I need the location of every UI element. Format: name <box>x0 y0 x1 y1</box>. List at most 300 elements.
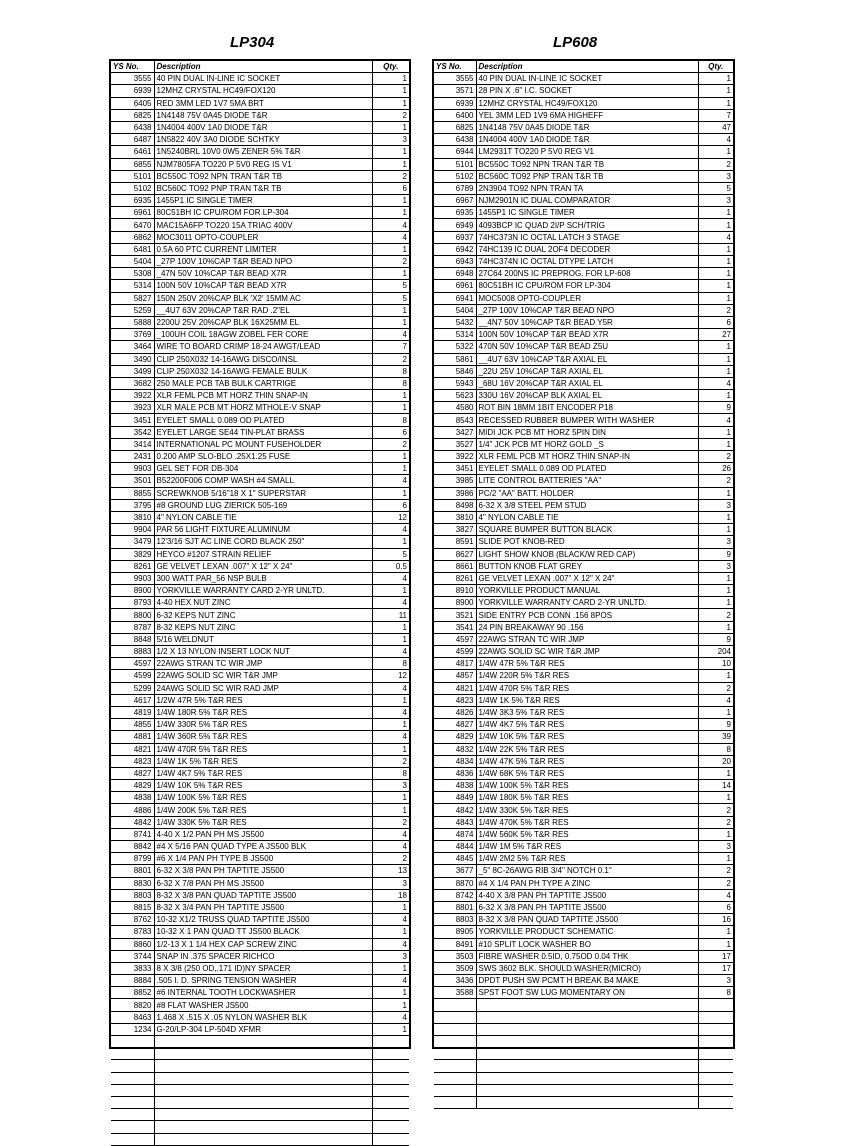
table-row <box>111 536 409 548</box>
table-row <box>111 987 409 999</box>
qty-cell: 1 <box>698 585 733 597</box>
description-cell: CLIP 250X032 14-16AWG DISCO/INSL <box>154 353 372 365</box>
ys-number-cell: 8855 <box>111 487 154 499</box>
left-table-title: LP304 <box>230 34 275 51</box>
ys-number-cell: 3833 <box>111 962 154 974</box>
empty-table-row <box>111 1133 409 1145</box>
ys-number-cell: 8463 <box>111 1011 154 1023</box>
description-cell: 1/4W 10K 5% T&R RES <box>154 780 372 792</box>
ys-number-cell: 3795 <box>111 499 154 511</box>
table-row <box>434 865 733 877</box>
description-cell: WIRE TO BOARD CRIMP 18-24 AWGT/LEAD <box>154 341 372 353</box>
table-row <box>111 767 409 779</box>
ys-number-cell: 6405 <box>111 97 154 109</box>
table-row <box>434 292 733 304</box>
table-row <box>434 280 733 292</box>
qty-cell: 3 <box>698 170 733 182</box>
ys-number-cell: 3985 <box>434 475 476 487</box>
description-cell: 8-32 X 3/4 PAN PH TAPTITE JS500 <box>154 901 372 913</box>
qty-cell: 3 <box>372 780 409 792</box>
description-cell: FIBRE WASHER 0.5ID, 0.75OD 0.04 THK <box>476 950 698 962</box>
description-cell: 1/4W 100K 5% T&R RES <box>154 792 372 804</box>
table-row <box>111 353 409 365</box>
ys-number-cell: 3588 <box>434 987 476 999</box>
ys-number-cell: 3427 <box>434 426 476 438</box>
description-cell: LITE CONTROL BATTERIES "AA" <box>476 475 698 487</box>
qty-cell: 1 <box>698 767 733 779</box>
ys-number-cell: 3479 <box>111 536 154 548</box>
qty-cell: 4 <box>372 572 409 584</box>
ys-number-cell: 8793 <box>111 597 154 609</box>
ys-number-cell: 3810 <box>111 511 154 523</box>
ys-number-cell: 5943 <box>434 377 476 389</box>
description-cell: 4-40 HEX NUT ZINC <box>154 597 372 609</box>
table-row <box>434 195 733 207</box>
table-row <box>434 207 733 219</box>
table-row <box>111 182 409 194</box>
table-row <box>434 97 733 109</box>
qty-cell: 2 <box>698 804 733 816</box>
empty-table-row <box>434 1096 733 1108</box>
description-cell: __4U7 63V 20%CAP T&R RAD .2"EL <box>154 304 372 316</box>
table-row <box>434 767 733 779</box>
ys-number-cell: 3521 <box>434 609 476 621</box>
qty-cell: 2 <box>698 865 733 877</box>
ys-number-cell: 6862 <box>111 231 154 243</box>
qty-cell: 2 <box>698 451 733 463</box>
ys-number-cell: 4881 <box>111 731 154 743</box>
table-row <box>434 170 733 182</box>
description-cell: 40 PIN DUAL IN-LINE IC SOCKET <box>154 73 372 85</box>
empty-table-row <box>111 1060 409 1072</box>
qty-cell: 12 <box>372 511 409 523</box>
ys-number-cell: 6438 <box>111 121 154 133</box>
empty-cell <box>698 1023 733 1035</box>
ys-number-cell: 3682 <box>111 377 154 389</box>
qty-cell: 4 <box>372 938 409 950</box>
qty-cell: 1 <box>372 743 409 755</box>
qty-cell: 18 <box>372 889 409 901</box>
ys-number-cell: 3542 <box>111 426 154 438</box>
empty-cell <box>154 1072 372 1084</box>
header-description: Description <box>154 61 372 73</box>
ys-number-cell: 3503 <box>434 950 476 962</box>
qty-cell: 8 <box>372 365 409 377</box>
qty-cell: 2 <box>698 877 733 889</box>
description-cell: 22AWG SOLID SC WIR T&R JMP <box>476 646 698 658</box>
ys-number-cell: 8830 <box>111 877 154 889</box>
header-qty: Qty. <box>698 61 733 73</box>
empty-cell <box>154 1133 372 1145</box>
ys-number-cell: 5308 <box>111 268 154 280</box>
table-row <box>434 109 733 121</box>
empty-table-row <box>434 1036 733 1048</box>
qty-cell: 16 <box>698 914 733 926</box>
ys-number-cell: 8910 <box>434 585 476 597</box>
table-row <box>111 804 409 816</box>
description-cell: 4093BCP IC QUAD 2I/P SCH/TRIG <box>476 219 698 231</box>
qty-cell: 1 <box>698 438 733 450</box>
empty-cell <box>434 999 476 1011</box>
description-cell: PC/2 "AA" BATT. HOLDER <box>476 487 698 499</box>
table-row <box>111 621 409 633</box>
table-row <box>434 755 733 767</box>
qty-cell: 1 <box>698 853 733 865</box>
ys-number-cell: 4842 <box>434 804 476 816</box>
qty-cell: 1 <box>372 536 409 548</box>
ys-number-cell: 6939 <box>111 85 154 97</box>
description-cell: 1/4W 1K 5% T&R RES <box>154 755 372 767</box>
table-row <box>434 377 733 389</box>
table-row <box>111 755 409 767</box>
qty-cell: 2 <box>698 682 733 694</box>
qty-cell: 3 <box>698 975 733 987</box>
description-cell: 1/4W 47K 5% T&R RES <box>476 755 698 767</box>
qty-cell: 5 <box>372 548 409 560</box>
table-row <box>111 743 409 755</box>
description-cell: 74HC139 IC DUAL 2OF4 DECODER <box>476 243 698 255</box>
qty-cell: 5 <box>698 182 733 194</box>
ys-number-cell: 6942 <box>434 243 476 255</box>
table-row <box>434 572 733 584</box>
ys-number-cell: 8815 <box>111 901 154 913</box>
qty-cell: 6 <box>372 426 409 438</box>
empty-table-row <box>111 1096 409 1108</box>
description-cell: 1455P1 IC SINGLE TIMER <box>154 195 372 207</box>
ys-number-cell: 8491 <box>434 938 476 950</box>
qty-cell: 1 <box>698 85 733 97</box>
empty-cell <box>476 1023 698 1035</box>
ys-number-cell: 8742 <box>434 889 476 901</box>
table-row <box>434 938 733 950</box>
empty-cell <box>476 1048 698 1060</box>
table-row <box>111 97 409 109</box>
empty-cell <box>154 1048 372 1060</box>
table-body <box>111 73 409 1146</box>
ys-number-cell: 8820 <box>111 999 154 1011</box>
ys-number-cell: 4849 <box>434 792 476 804</box>
ys-number-cell: 8799 <box>111 853 154 865</box>
qty-cell: 1 <box>372 987 409 999</box>
description-cell: 4-40 X 3/8 PAN PH TAPTITE JS500 <box>476 889 698 901</box>
table-row <box>111 609 409 621</box>
qty-cell: 3 <box>372 950 409 962</box>
table-row <box>434 256 733 268</box>
ys-number-cell: 3769 <box>111 329 154 341</box>
ys-number-cell: 8661 <box>434 560 476 572</box>
ys-number-cell: 4836 <box>434 767 476 779</box>
table-row <box>434 426 733 438</box>
table-row <box>434 804 733 816</box>
description-cell: 40 PIN DUAL IN-LINE IC SOCKET <box>476 73 698 85</box>
qty-cell: 1 <box>698 207 733 219</box>
table-row <box>434 304 733 316</box>
ys-number-cell: 4832 <box>434 743 476 755</box>
description-cell: #4 X 5/16 PAN QUAD TYPE A JS500 BLK <box>154 841 372 853</box>
table-row <box>111 170 409 182</box>
parts-table-lp304 <box>109 59 411 1049</box>
ys-number-cell: 4823 <box>434 694 476 706</box>
table-row <box>434 158 733 170</box>
qty-cell: 2 <box>372 170 409 182</box>
empty-cell <box>372 1096 409 1108</box>
ys-number-cell: 4821 <box>111 743 154 755</box>
qty-cell: 4 <box>698 414 733 426</box>
right-table-title: LP608 <box>553 34 598 51</box>
qty-cell: 3 <box>698 195 733 207</box>
table-row <box>434 962 733 974</box>
description-cell: 10-32 X1/2 TRUSS QUAD TAPTITE JS500 <box>154 914 372 926</box>
description-cell: 100N 50V 10%CAP T&R BEAD X7R <box>476 329 698 341</box>
description-cell: 1/4" JCK PCB MT HORZ GOLD _S <box>476 438 698 450</box>
description-cell: 1/2W 47R 5% T&R RES <box>154 694 372 706</box>
ys-number-cell: 8883 <box>111 646 154 658</box>
description-cell: ROT BIN 18MM 1BIT ENCODER P18 <box>476 402 698 414</box>
description-cell: 4" NYLON CABLE TIE <box>154 511 372 523</box>
ys-number-cell: 3555 <box>111 73 154 85</box>
qty-cell: 4 <box>372 1011 409 1023</box>
ys-number-cell: 4886 <box>111 804 154 816</box>
qty-cell: 1 <box>372 121 409 133</box>
table-row <box>111 780 409 792</box>
qty-cell: 3 <box>372 134 409 146</box>
description-cell: 6-32 KEPS NUT ZINC <box>154 609 372 621</box>
qty-cell: 1 <box>372 195 409 207</box>
ys-number-cell: 4829 <box>111 780 154 792</box>
qty-cell: 4 <box>372 975 409 987</box>
ys-number-cell: 8627 <box>434 548 476 560</box>
description-cell: HEYCO #1207 STRAIN RELIEF <box>154 548 372 560</box>
empty-cell <box>698 1060 733 1072</box>
table-row <box>111 719 409 731</box>
empty-cell <box>372 1133 409 1145</box>
empty-cell <box>111 1096 154 1108</box>
ys-number-cell: 3499 <box>111 365 154 377</box>
description-cell: 1/4W 3K3 5% T&R RES <box>476 706 698 718</box>
ys-number-cell: 6941 <box>434 292 476 304</box>
description-cell: BC550C TO92 NPN TRAN T&R TB <box>154 170 372 182</box>
qty-cell: 4 <box>372 646 409 658</box>
table-row <box>434 658 733 670</box>
qty-cell: 1 <box>372 463 409 475</box>
empty-cell <box>476 1072 698 1084</box>
ys-number-cell: 8800 <box>111 609 154 621</box>
empty-table-row <box>434 1084 733 1096</box>
description-cell: #6 INTERNAL TOOTH LOCKWASHER <box>154 987 372 999</box>
description-cell: EYELET SMALL 0.089 OD PLATED <box>476 463 698 475</box>
qty-cell: 1 <box>698 390 733 402</box>
empty-table-row <box>111 1072 409 1084</box>
qty-cell: 1 <box>372 999 409 1011</box>
qty-cell: 14 <box>698 780 733 792</box>
table-row <box>434 682 733 694</box>
table-row <box>111 475 409 487</box>
qty-cell: 1 <box>698 524 733 536</box>
empty-cell <box>476 1096 698 1108</box>
description-cell: _5" 8C-26AWG RIB 3/4" NOTCH 0.1" <box>476 865 698 877</box>
table-row <box>111 280 409 292</box>
header-ys-no: YS No. <box>111 61 154 73</box>
table-row <box>434 402 733 414</box>
description-cell: RED 3MM LED 1V7 5MA BRT <box>154 97 372 109</box>
table-row <box>434 182 733 194</box>
qty-cell: 1 <box>372 158 409 170</box>
table-row <box>434 670 733 682</box>
empty-table-row <box>111 1036 409 1048</box>
qty-cell: 8 <box>372 658 409 670</box>
description-cell: __4U7 63V 10%CAP T&R AXIAL EL <box>476 353 698 365</box>
table-row <box>434 743 733 755</box>
description-cell: 2200U 25V 20%CAP BLK 16X25MM EL <box>154 316 372 328</box>
qty-cell: 2 <box>698 475 733 487</box>
ys-number-cell: 3451 <box>434 463 476 475</box>
empty-cell <box>434 1072 476 1084</box>
description-cell: 250 MALE PCB TAB BULK CARTRIGE <box>154 377 372 389</box>
description-cell: GE VELVET LEXAN .007" X 12" X 24" <box>476 572 698 584</box>
empty-cell <box>434 1084 476 1096</box>
empty-cell <box>372 1084 409 1096</box>
qty-cell: 1 <box>698 487 733 499</box>
ys-number-cell: 6461 <box>111 146 154 158</box>
table-row <box>434 353 733 365</box>
description-cell: 80C51BH IC CPU/ROM FOR LP-304 <box>476 280 698 292</box>
qty-cell: 1 <box>698 426 733 438</box>
table-row <box>111 1023 409 1035</box>
empty-cell <box>698 999 733 1011</box>
description-cell: 24 PIN BREAKAWAY 90 .156 <box>476 621 698 633</box>
table-row <box>434 219 733 231</box>
empty-cell <box>434 1060 476 1072</box>
qty-cell: 4 <box>372 828 409 840</box>
ys-number-cell: 3464 <box>111 341 154 353</box>
qty-cell: 3 <box>698 841 733 853</box>
ys-number-cell: 4817 <box>434 658 476 670</box>
ys-number-cell: 6438 <box>434 134 476 146</box>
qty-cell: 9 <box>698 548 733 560</box>
qty-cell: 1 <box>372 97 409 109</box>
ys-number-cell: 6967 <box>434 195 476 207</box>
description-cell: B52200F006 COMP WASH #4 SMALL <box>154 475 372 487</box>
ys-number-cell: 3922 <box>111 390 154 402</box>
table-row <box>111 524 409 536</box>
ys-number-cell: 6481 <box>111 243 154 255</box>
table-row <box>434 950 733 962</box>
table-row <box>111 426 409 438</box>
description-cell: 8-32 KEPS NUT ZINC <box>154 621 372 633</box>
table-row <box>111 85 409 97</box>
table-row <box>111 792 409 804</box>
table-row <box>111 633 409 645</box>
table-row <box>111 926 409 938</box>
qty-cell: 1 <box>372 146 409 158</box>
ys-number-cell: 6400 <box>434 109 476 121</box>
empty-cell <box>698 1096 733 1108</box>
qty-cell: 9 <box>698 402 733 414</box>
table-row <box>434 487 733 499</box>
ys-number-cell: 5846 <box>434 365 476 377</box>
table-row <box>434 499 733 511</box>
description-cell: 22AWG STRAN TC WIR JMP <box>154 658 372 670</box>
table-row <box>111 694 409 706</box>
qty-cell: 20 <box>698 755 733 767</box>
qty-cell: 1 <box>372 487 409 499</box>
ys-number-cell: 4842 <box>111 816 154 828</box>
empty-cell <box>434 1036 476 1048</box>
qty-cell: 8 <box>372 767 409 779</box>
qty-cell: 1 <box>698 365 733 377</box>
qty-cell: 4 <box>372 731 409 743</box>
qty-cell: 4 <box>372 706 409 718</box>
table-row <box>434 975 733 987</box>
ys-number-cell: 4855 <box>111 719 154 731</box>
description-cell: 4-40 X 1/2 PAN PH MS JS500 <box>154 828 372 840</box>
ys-number-cell: 8848 <box>111 633 154 645</box>
description-cell: 1/4W 68K 5% T&R RES <box>476 767 698 779</box>
qty-cell: 4 <box>372 219 409 231</box>
table-row <box>111 706 409 718</box>
table-row <box>434 146 733 158</box>
empty-table-row <box>111 1048 409 1060</box>
ys-number-cell: 8842 <box>111 841 154 853</box>
description-cell: 1/4W 470R 5% T&R RES <box>154 743 372 755</box>
description-cell: NJM7805FA TO220 P 5V0 REG IS V1 <box>154 158 372 170</box>
ys-number-cell: 8900 <box>111 585 154 597</box>
table-row <box>111 853 409 865</box>
description-cell: #8 FLAT WASHER JS500 <box>154 999 372 1011</box>
qty-cell: 1 <box>698 243 733 255</box>
empty-table-row <box>111 1109 409 1121</box>
ys-number-cell: 3744 <box>111 950 154 962</box>
table-row <box>111 499 409 511</box>
table-row <box>111 841 409 853</box>
empty-cell <box>111 1072 154 1084</box>
table-row <box>111 877 409 889</box>
table-row <box>434 780 733 792</box>
description-cell: GEL SET FOR DB-304 <box>154 463 372 475</box>
description-cell: MOC3011 OPTO-COUPLER <box>154 231 372 243</box>
ys-number-cell: 2431 <box>111 451 154 463</box>
empty-cell <box>698 1036 733 1048</box>
description-cell: 1/4W 2M2 5% T&R RES <box>476 853 698 865</box>
qty-cell: 1 <box>372 268 409 280</box>
table-row <box>111 256 409 268</box>
ys-number-cell: 3986 <box>434 487 476 499</box>
qty-cell: 1 <box>372 962 409 974</box>
empty-cell <box>154 1060 372 1072</box>
table-row <box>111 195 409 207</box>
qty-cell: 6 <box>372 182 409 194</box>
table-row <box>111 377 409 389</box>
qty-cell: 0.5 <box>372 560 409 572</box>
qty-cell: 1 <box>698 341 733 353</box>
qty-cell: 47 <box>698 121 733 133</box>
table-row <box>434 877 733 889</box>
table-row <box>111 487 409 499</box>
description-cell: YEL 3MM LED 1V9 6MA HIGHEFF <box>476 109 698 121</box>
header-description: Description <box>476 61 698 73</box>
ys-number-cell: 5259 <box>111 304 154 316</box>
description-cell: _22U 25V 10%CAP T&R AXIAL EL <box>476 365 698 377</box>
ys-number-cell: 1234 <box>111 1023 154 1035</box>
description-cell: 1/4W 330K 5% T&R RES <box>476 804 698 816</box>
description-cell: 28 PIN X .6" I.C. SOCKET <box>476 85 698 97</box>
empty-cell <box>372 1109 409 1121</box>
ys-number-cell: 4827 <box>111 767 154 779</box>
ys-number-cell: 3414 <box>111 438 154 450</box>
ys-number-cell: 4580 <box>434 402 476 414</box>
description-cell: 1N4148 75V 0A45 DIODE T&R <box>476 121 698 133</box>
qty-cell: 1 <box>698 256 733 268</box>
